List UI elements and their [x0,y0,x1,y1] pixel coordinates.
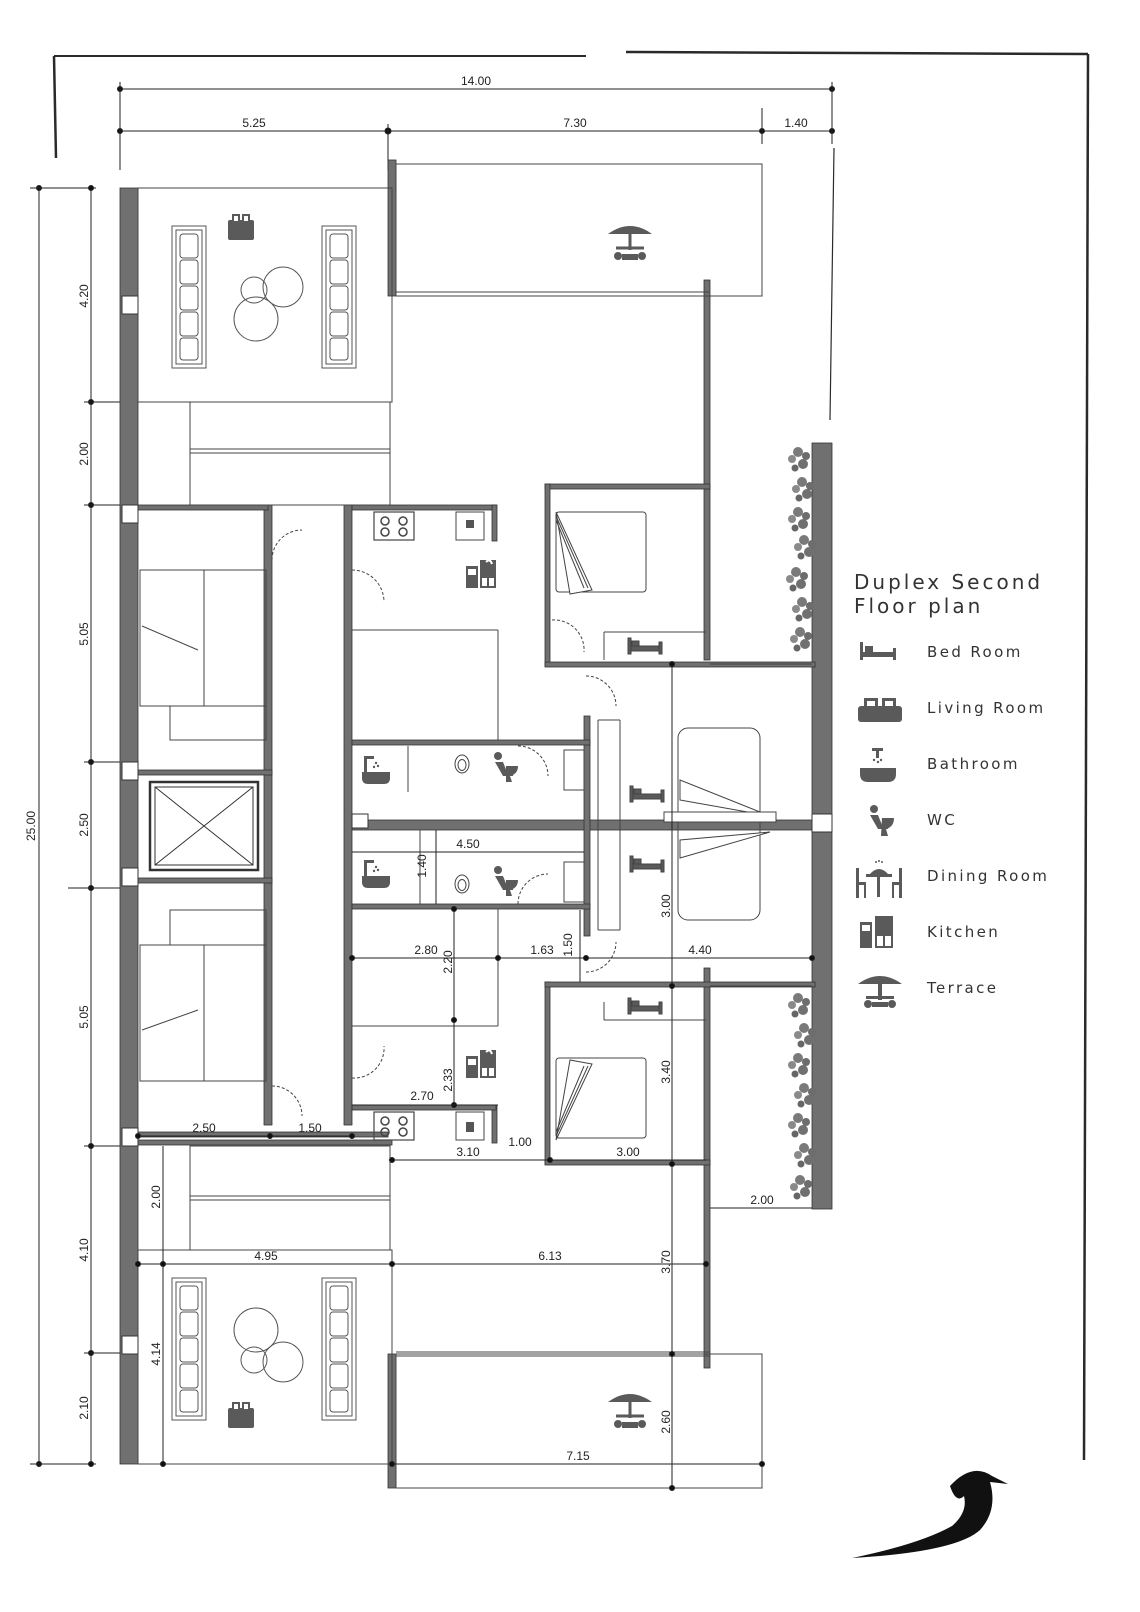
svg-text:2.80: 2.80 [414,943,438,957]
dim-left-6: 4.10 [77,1238,91,1262]
walls [120,160,832,1488]
stairs-top [190,402,390,505]
dim-overall-width: 14.00 [460,74,492,88]
legend-item-terrace [854,968,1124,1024]
legend-label: Kitchen [927,923,1001,941]
kitchen-icon [854,912,904,952]
dim-left-4: 2.50 [77,813,91,837]
dim-left-3: 5.05 [77,622,91,646]
svg-text:1.63: 1.63 [530,943,554,957]
legend-label: Bathroom [927,755,1020,773]
dim-left-2: 2.00 [77,442,91,466]
svg-text:6.13: 6.13 [538,1249,562,1263]
svg-text:7.15: 7.15 [566,1449,590,1463]
svg-text:2.33: 2.33 [441,1068,455,1092]
legend-label: Bed Room [927,643,1023,661]
svg-text:2.70: 2.70 [410,1089,434,1103]
svg-text:1.00: 1.00 [508,1135,532,1149]
bathroom-top [362,746,584,792]
svg-text:4.95: 4.95 [254,1249,278,1263]
bathtub-icon [854,744,904,784]
legend-label: Living Room [927,699,1046,717]
svg-text:4.14: 4.14 [149,1342,163,1366]
bird-logo [852,1471,1008,1558]
svg-text:2.60: 2.60 [659,1410,673,1434]
legend-label: Dining Room [927,867,1050,885]
svg-text:2.00: 2.00 [149,1185,163,1209]
umbrella-table-icon [854,968,904,1008]
legend-item-living-room [854,688,1124,744]
dim-left-7: 2.10 [77,1396,91,1420]
bed-icon [854,632,904,672]
kitchen-bottom [374,1050,496,1140]
legend-item-bathroom [854,744,1124,800]
bedroom-top [552,512,662,654]
legend-item-bed-room [854,632,1124,688]
svg-text:3.70: 3.70 [659,1250,673,1274]
legend-item-wc [854,800,1124,856]
dim-top-right: 1.40 [784,116,808,130]
legend-item-kitchen [854,912,1124,968]
legend-item-dining-room [854,856,1124,912]
living-room-bottom [172,1278,356,1428]
svg-text:4.40: 4.40 [688,943,712,957]
dim-top-left: 5.25 [242,116,266,130]
svg-text:3.40: 3.40 [659,1060,673,1084]
legend-label: WC [927,811,958,829]
terrace-umbrella-bottom [608,1394,652,1428]
elevator [150,782,258,870]
bedroom-bottom [556,998,662,1140]
svg-text:4.50: 4.50 [456,837,480,851]
toilet-icon [854,800,904,840]
dim-left-1: 4.20 [77,284,91,308]
legend-label: Terrace [927,979,999,997]
svg-text:1.40: 1.40 [415,854,429,878]
plan-title: Duplex Second Floor plan [854,570,1044,618]
stairs-bottom [190,1146,390,1250]
svg-text:3.00: 3.00 [659,894,673,918]
svg-text:2.20: 2.20 [441,950,455,974]
svg-text:1.50: 1.50 [298,1121,322,1135]
dim-overall-height: 25.00 [24,810,38,842]
kitchen-top [374,512,496,588]
dim-left-5: 5.05 [77,1005,91,1029]
dining-table-icon [854,856,904,900]
svg-text:1.50: 1.50 [561,933,575,957]
sofa-icon [854,688,904,728]
legend [854,570,1124,1024]
inner-dimension-labels [149,837,774,1463]
svg-text:3.00: 3.00 [616,1145,640,1159]
svg-text:3.10: 3.10 [456,1145,480,1159]
dim-top-mid: 7.30 [563,116,587,130]
terrace-umbrella-top [608,226,652,260]
stairs-side-bottom [140,910,266,1081]
stairs-side-top [140,570,266,740]
living-room-top [172,214,356,368]
svg-text:2.00: 2.00 [750,1193,774,1207]
svg-text:2.50: 2.50 [192,1121,216,1135]
